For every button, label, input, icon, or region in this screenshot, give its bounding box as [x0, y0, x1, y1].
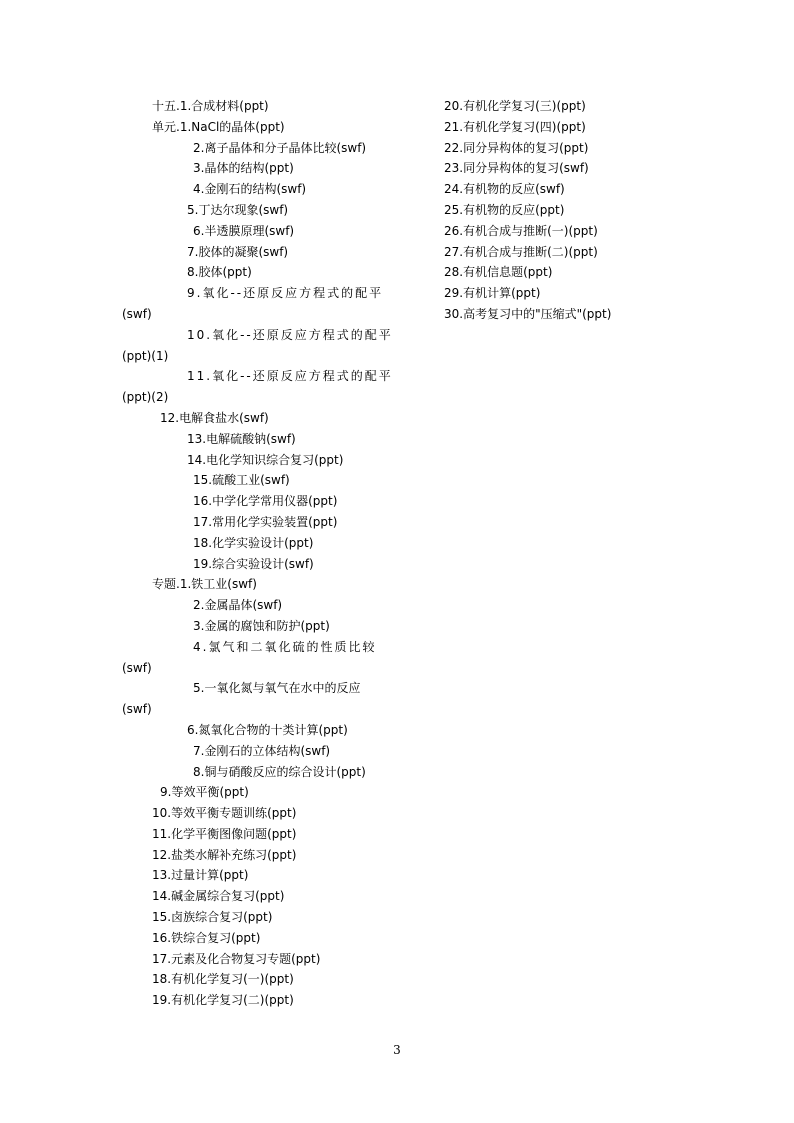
- list-item: 6.半透膜原理(swf): [193, 223, 295, 238]
- list-item: 18.化学实验设计(ppt): [193, 535, 314, 550]
- list-item-continuation: (ppt)(2): [122, 390, 169, 405]
- list-item: 8.铜与硝酸反应的综合设计(ppt): [193, 764, 366, 779]
- list-item: 5.一氧化氮与氧气在水中的反应: [193, 681, 361, 696]
- list-item: 27.有机合成与推断(二)(ppt): [444, 244, 598, 259]
- list-item: 26.有机合成与推断(一)(ppt): [444, 223, 598, 238]
- list-item: 9.等效平衡(ppt): [160, 785, 249, 800]
- list-item-continuation: (swf): [122, 660, 152, 675]
- list-item: 13.过量计算(ppt): [152, 868, 249, 883]
- list-item: 14.碱金属综合复习(ppt): [152, 889, 285, 904]
- list-item: 30.高考复习中的"压缩式"(ppt): [444, 306, 612, 321]
- list-item: 单元.1.NaCl的晶体(ppt): [152, 119, 285, 134]
- list-item: 23.同分异构体的复习(swf): [444, 161, 589, 176]
- list-item: 12.盐类水解补充练习(ppt): [152, 847, 297, 862]
- list-item: 11.氧化--还原反应方程式的配平: [187, 369, 393, 384]
- list-item: 25.有机物的反应(ppt): [444, 202, 565, 217]
- list-item: 十五.1.合成材料(ppt): [152, 99, 269, 113]
- list-item: 7.金刚石的立体结构(swf): [193, 743, 331, 758]
- list-item: 29.有机计算(ppt): [444, 286, 541, 301]
- list-item: 15.硫酸工业(swf): [193, 473, 290, 488]
- list-item-continuation: (ppt)(1): [122, 348, 169, 363]
- list-item: 14.电化学知识综合复习(ppt): [187, 452, 344, 467]
- list-item: 18.有机化学复习(一)(ppt): [152, 972, 294, 987]
- list-item: 4.金刚石的结构(swf): [193, 182, 307, 197]
- right-column: [444, 96, 774, 325]
- list-item: 7.胶体的凝聚(swf): [187, 244, 289, 259]
- list-item: 12.电解食盐水(swf): [160, 410, 269, 425]
- list-item-continuation: (swf): [122, 306, 152, 321]
- list-item: 24.有机物的反应(swf): [444, 182, 565, 197]
- list-item: 21.有机化学复习(四)(ppt): [444, 119, 586, 134]
- list-item: 5.丁达尔现象(swf): [187, 202, 289, 217]
- list-item: 28.有机信息题(ppt): [444, 265, 553, 280]
- list-item: 11.化学平衡图像问题(ppt): [152, 826, 297, 841]
- list-item: 4.氯气和二氧化硫的性质比较: [193, 639, 377, 654]
- list-item: 17.元素及化合物复习专题(ppt): [152, 951, 321, 966]
- list-item: 专题.1.铁工业(swf): [152, 577, 257, 592]
- list-item: 3.晶体的结构(ppt): [193, 161, 294, 176]
- list-item-continuation: (swf): [122, 702, 152, 717]
- list-item: 10.氧化--还原反应方程式的配平: [187, 327, 393, 342]
- list-item: 22.同分异构体的复习(ppt): [444, 140, 589, 155]
- list-item: 6.氮氧化合物的十类计算(ppt): [187, 722, 348, 737]
- list-item: 2.离子晶体和分子晶体比较(swf): [193, 140, 367, 155]
- list-item: 17.常用化学实验装置(ppt): [193, 514, 338, 529]
- list-item: 16.中学化学常用仪器(ppt): [193, 494, 338, 509]
- list-item: 19.综合实验设计(swf): [193, 556, 314, 571]
- list-item: 2.金属晶体(swf): [193, 598, 283, 613]
- list-item: 3.金属的腐蚀和防护(ppt): [193, 618, 330, 633]
- list-item: 19.有机化学复习(二)(ppt): [152, 993, 294, 1008]
- list-item: 15.卤族综合复习(ppt): [152, 910, 273, 925]
- list-item: 8.胶体(ppt): [187, 265, 252, 280]
- left-column: [0, 96, 400, 1011]
- list-item: 16.铁综合复习(ppt): [152, 930, 261, 945]
- list-item: 20.有机化学复习(三)(ppt): [444, 99, 586, 113]
- list-item: 13.电解硫酸钠(swf): [187, 431, 296, 446]
- list-item: 10.等效平衡专题训练(ppt): [152, 806, 297, 821]
- list-item: 9.氧化--还原反应方程式的配平: [187, 286, 384, 301]
- page-number: 3: [393, 1043, 401, 1057]
